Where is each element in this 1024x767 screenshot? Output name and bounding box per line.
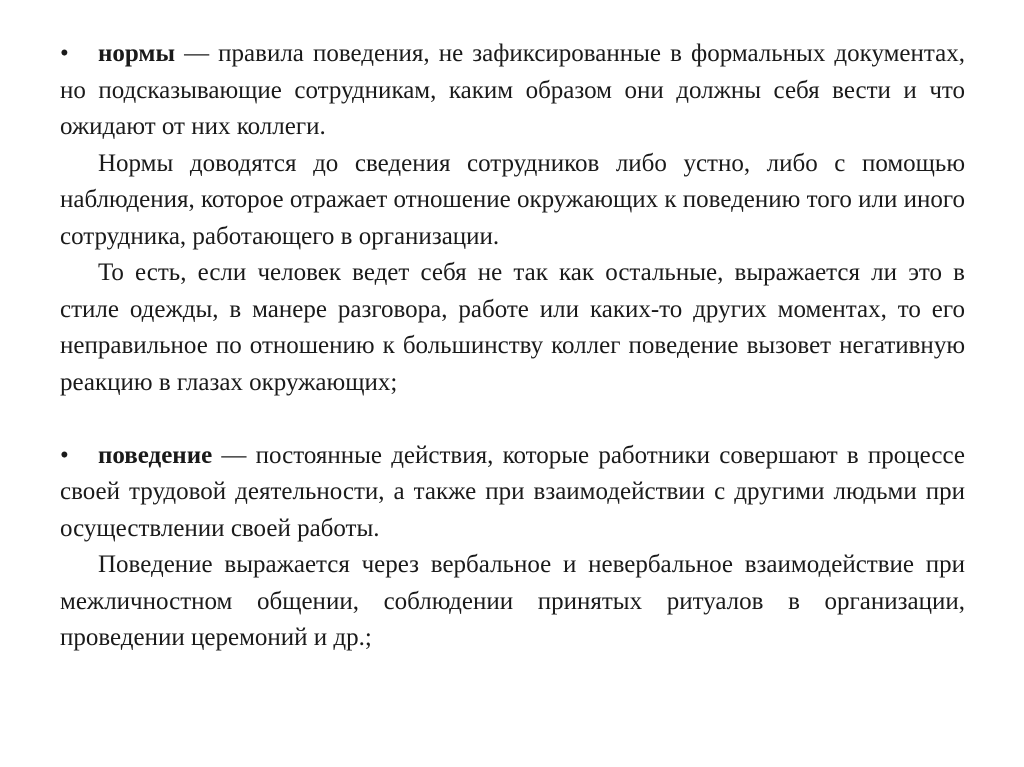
bullet-icon: • (60, 441, 69, 469)
term-norms: нормы (98, 40, 175, 67)
paragraph-norms-2: То есть, если человек ведет себя не так как остальные, выражается ли это в стиле одежды, в манере разговора, работе или каких-то других моментах, то его неправильное по отношению к большинству коллег поведение вызовет негативную реакцию в глазах окружающих; (60, 259, 965, 396)
slide-body (60, 36, 965, 657)
bullet-icon: • (60, 40, 69, 67)
bullet-item-behavior (60, 438, 965, 548)
paragraph-norms-1: Нормы доводятся до сведения сотрудников либо устно, либо с помощью наблюдения, которое отражает отношение окружающих к поведению того или иного сотрудника, работающего в организации. (60, 149, 965, 250)
term-behavior: поведение (98, 441, 213, 469)
section-gap (60, 401, 965, 438)
definition-norms: — правила поведения, не зафиксированные в формальных документах, но подсказывающие сотрудникам, каким образом они должны себя вести и что ожидают от них коллеги. (60, 40, 965, 140)
definition-behavior: — постоянные действия, которые работники совершают в процессе своей трудовой деятельности, а также при взаимодействии с другими людьми при осуществлении своей работы. (60, 441, 965, 542)
paragraph-behavior-1: Поведение выражается через вербальное и невербальное взаимодействие при межличностном общении, соблюдении принятых ритуалов в организации, проведении церемоний и др.; (60, 551, 965, 651)
bullet-item-norms (60, 36, 965, 146)
